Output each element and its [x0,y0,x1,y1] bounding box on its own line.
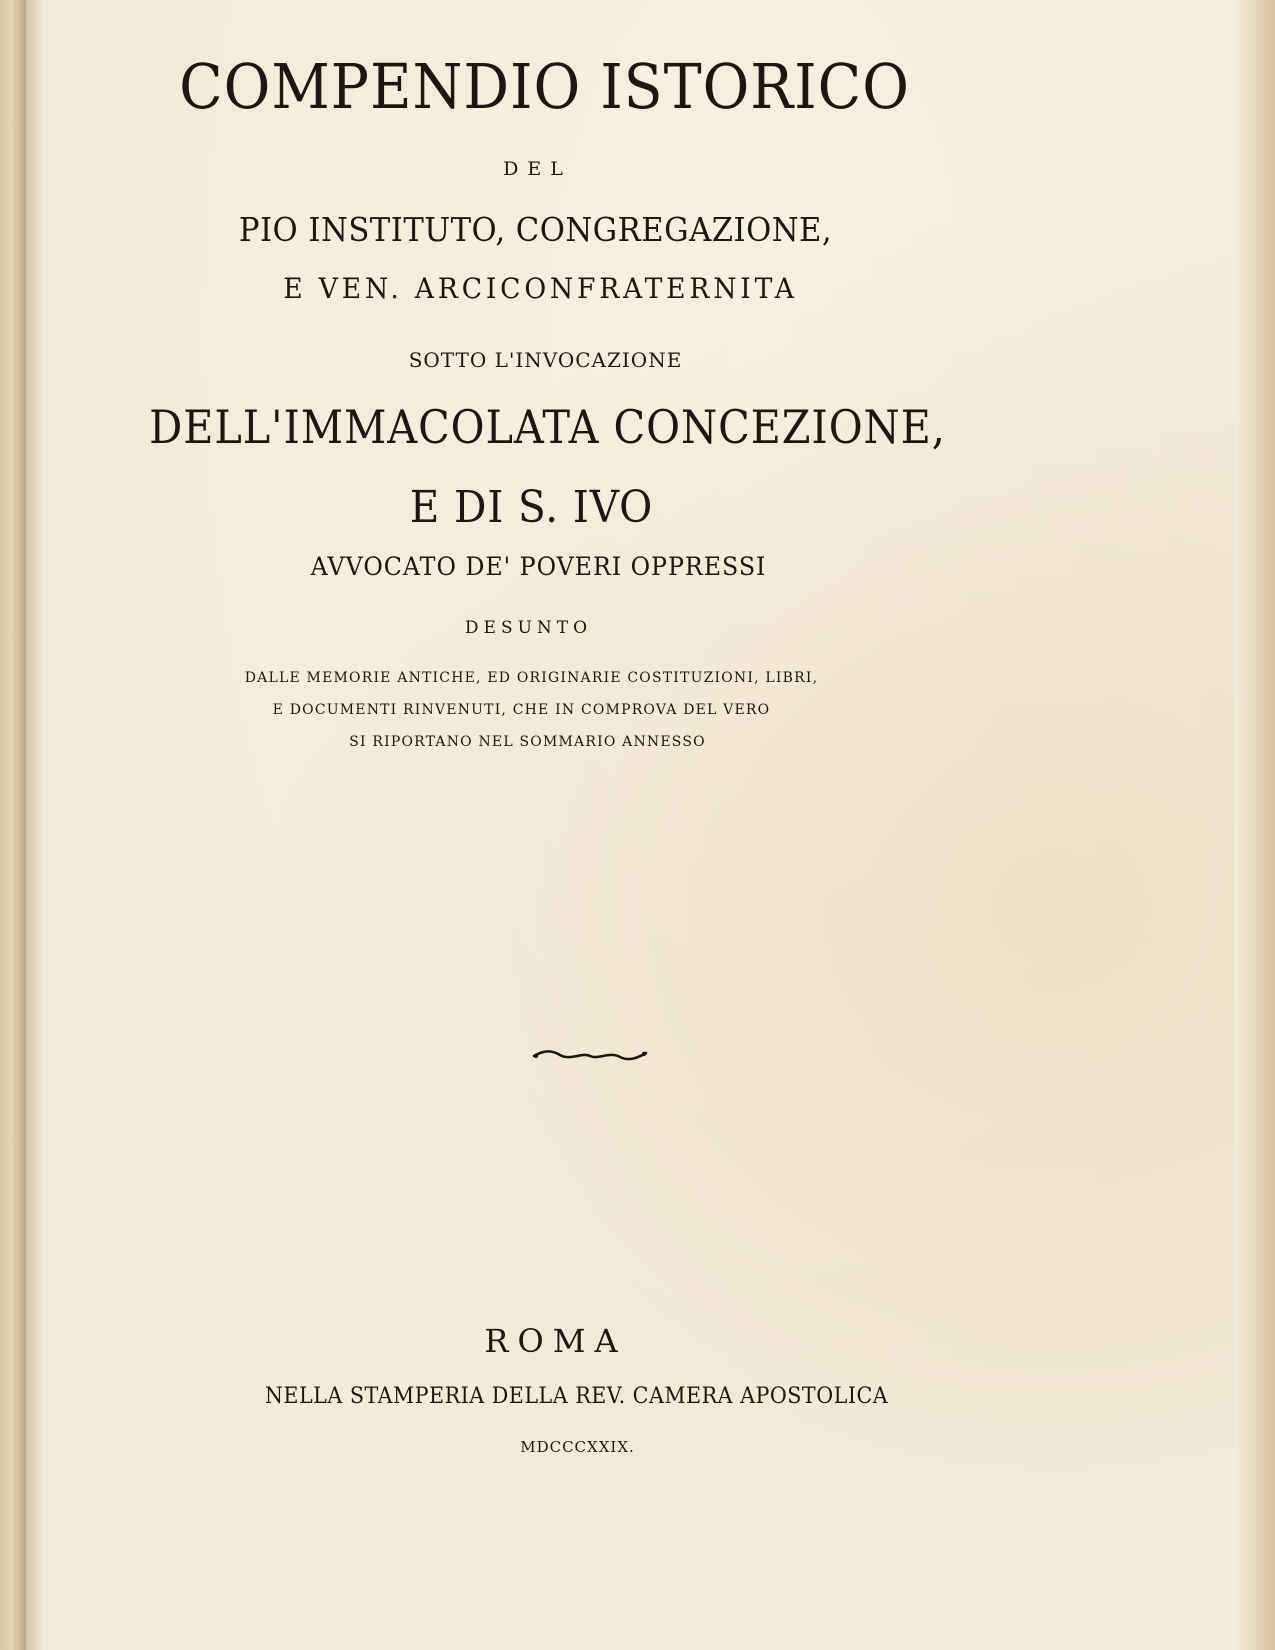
main-title: COMPENDIO ISTORICO [179,50,910,123]
source-description-line-1: DALLE MEMORIE ANTICHE, ED ORIGINARIE COSTITUZIONI, LIBRI, [244,670,819,686]
imprint-year: MDCCCXXIX. [520,1438,635,1456]
decorative-rule-ornament [530,1046,650,1066]
title-confraternity-line: E VEN. ARCICONFRATERNITA [283,272,798,305]
title-immaculate-line: DELL'IMMACOLATA CONCEZIONE, [149,400,946,454]
title-saint-line: E DI S. IVO [409,482,654,533]
imprint-city: ROMA [484,1322,627,1360]
imprint-printer: NELLA STAMPERIA DELLA REV. CAMERA APOSTOLICA [264,1384,889,1409]
title-connector-del: DEL [503,158,572,180]
title-institute-line: PIO INSTITUTO, CONGREGAZIONE, [238,210,833,249]
source-description-line-3: SI RIPORTANO NEL SOMMARIO ANNESSO [349,734,706,750]
title-invocation-line: SOTTO L'INVOCAZIONE [408,348,683,372]
source-description-line-2: E DOCUMENTI RINVENUTI, CHE IN COMPROVA DEL VERO [272,702,771,718]
title-advocate-line: AVVOCATO DE' POVERI OPPRESSI [310,552,767,581]
title-desunto-line: DESUNTO [464,618,593,638]
page-fore-edge [1235,0,1275,1650]
